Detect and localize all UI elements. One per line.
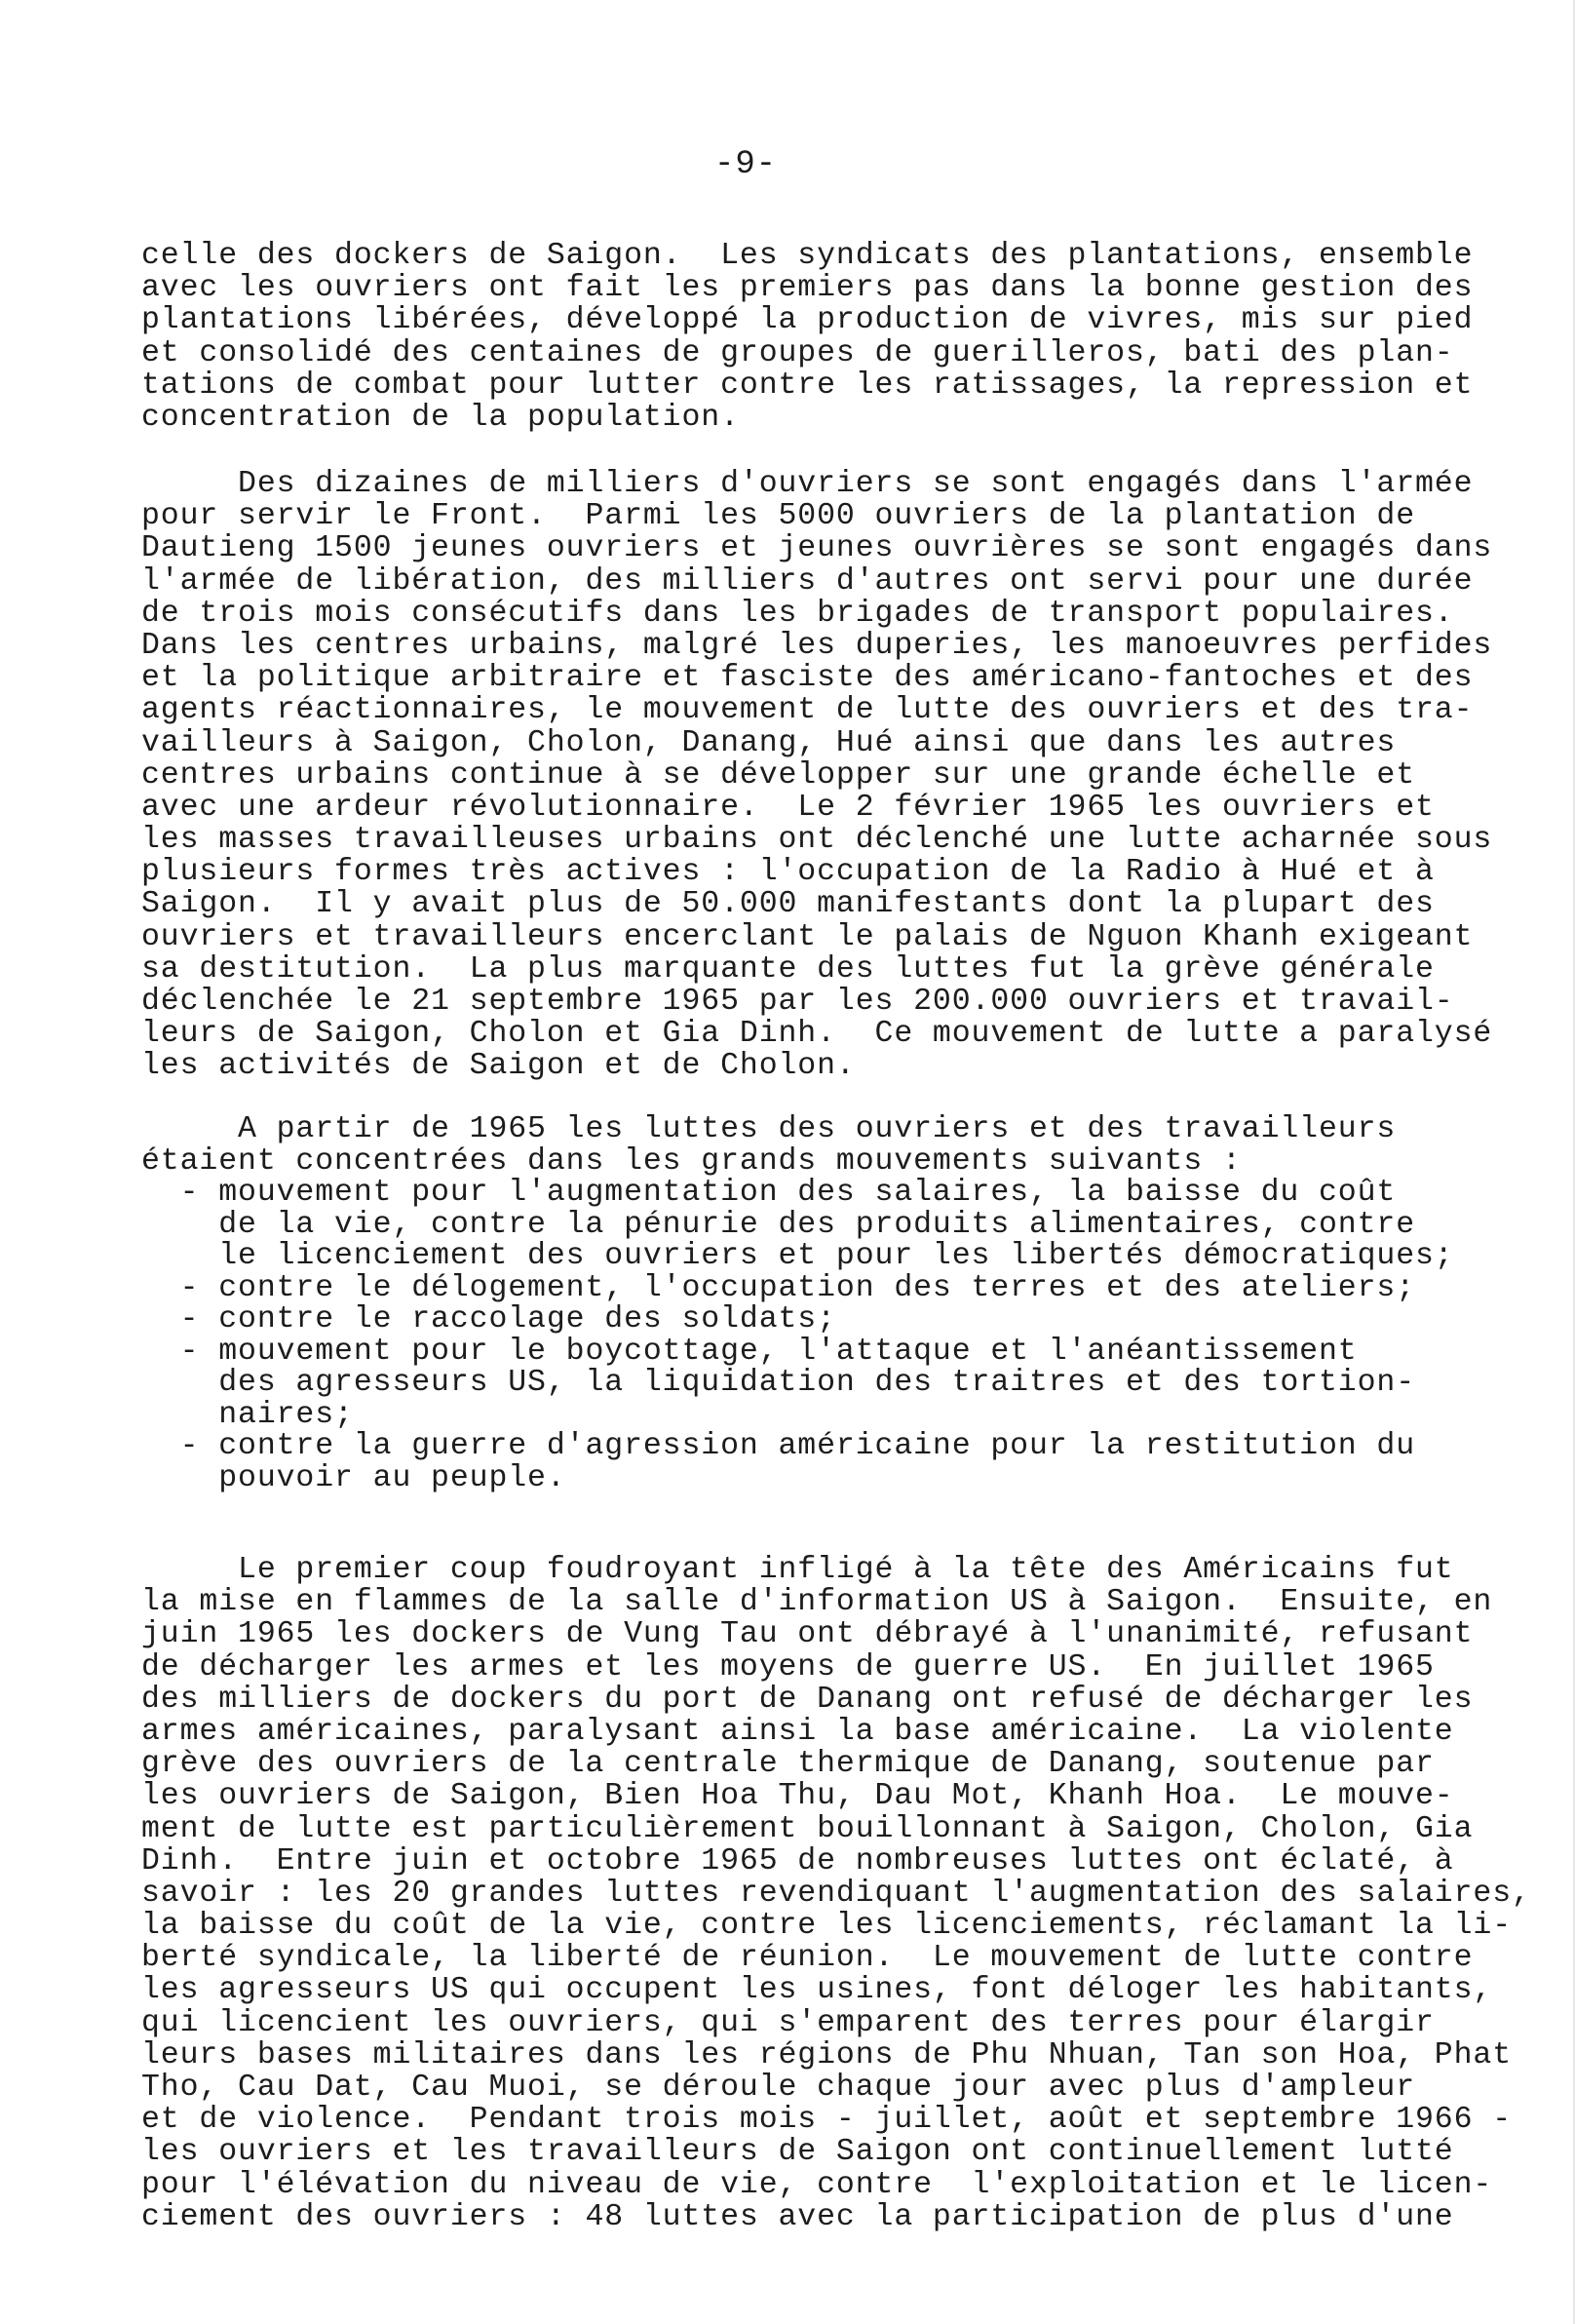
text-line: Tho, Cau Dat, Cau Muoi, se déroule chaque jour avec plus d'ampleur xyxy=(141,2071,1416,2105)
text-line: centres urbains continue à se développer sur une grande échelle et xyxy=(141,757,1416,793)
text-line: Des dizaines de milliers d'ouvriers se sont engagés dans l'armée xyxy=(141,467,1474,501)
text-line: concentration de la population. xyxy=(141,400,740,435)
text-line: pour servir le Front. Parmi les 5000 ouvriers de la plantation de xyxy=(141,499,1416,534)
text-line: l'armée de libération, des milliers d'autres ont servi pour une durée xyxy=(141,563,1474,599)
text-line: armes américaines, paralysant ainsi la base américaine. La violente xyxy=(141,1714,1454,1749)
text-line: Le premier coup foudroyant infligé à la tête des Américains fut xyxy=(141,1553,1454,1587)
text-line: et de violence. Pendant trois mois - juillet, août et septembre 1966 - xyxy=(141,2103,1513,2138)
text-line: ment de lutte est particulièrement bouillonnant à Saigon, Cholon, Gia xyxy=(141,1811,1474,1846)
text-line: tations de combat pour lutter contre les ratissages, la repression et xyxy=(141,368,1474,403)
text-line: savoir : les 20 grandes luttes revendiquant l'augmentation des salaires, xyxy=(141,1876,1531,1911)
text-line: les agresseurs US qui occupent les usines, font déloger les habitants, xyxy=(141,1973,1493,2008)
text-line: naires; xyxy=(141,1397,354,1432)
paragraph-3 xyxy=(141,1114,1506,1494)
text-line: des agresseurs US, la liquidation des traitres et des tortion- xyxy=(141,1366,1416,1400)
text-line: les activités de Saigon et de Cholon. xyxy=(141,1049,856,1084)
text-line: plusieurs formes très actives : l'occupation de la Radio à Hué et à xyxy=(141,855,1435,890)
text-line: agents réactionnaires, le mouvement de lutte des ouvriers et des tra- xyxy=(141,693,1474,728)
text-line: la mise en flammes de la salle d'information US à Saigon. Ensuite, en xyxy=(141,1585,1493,1620)
text-line: pour l'élévation du niveau de vie, contre l'exploitation et le licen- xyxy=(141,2167,1493,2202)
text-line: avec une ardeur révolutionnaire. Le 2 février 1965 les ouvriers et xyxy=(141,790,1435,825)
text-line: et consolidé des centaines de groupes de guerilleros, bati des plan- xyxy=(141,335,1454,370)
text-line: de la vie, contre la pénurie des produits alimentaires, contre xyxy=(141,1207,1416,1242)
text-line: Dans les centres urbains, malgré les duperies, les manoeuvres perfides xyxy=(141,628,1493,663)
text-line: berté syndicale, la liberté de réunion. Le mouvement de lutte contre xyxy=(141,1941,1474,1976)
list-item: - contre le délogement, l'occupation des terres et des ateliers; xyxy=(141,1270,1416,1305)
text-line: les ouvriers de Saigon, Bien Hoa Thu, Dau Mot, Khanh Hoa. Le mouve- xyxy=(141,1779,1454,1814)
text-line: le licenciement des ouvriers et pour les libertés démocratiques; xyxy=(141,1239,1454,1273)
text-line: Dautieng 1500 jeunes ouvriers et jeunes ouvrières se sont engagés dans xyxy=(141,531,1493,566)
text-line: leurs bases militaires dans les régions de Phu Nhuan, Tan son Hoa, Phat xyxy=(141,2037,1513,2072)
text-line: celle des dockers de Saigon. Les syndicats des plantations, ensemble xyxy=(141,239,1474,273)
text-line: étaient concentrées dans les grands mouvements suivants : xyxy=(141,1143,1242,1179)
text-line: qui licencient les ouvriers, qui s'emparent des terres pour élargir xyxy=(141,2005,1435,2040)
text-line: juin 1965 les dockers de Vung Tau ont débrayé à l'unanimité, refusant xyxy=(141,1617,1474,1652)
text-line: sa destitution. La plus marquante des luttes fut la grève générale xyxy=(141,951,1435,987)
paragraph-1 xyxy=(141,240,1506,434)
text-line: ouvriers et travailleurs encerclant le palais de Nguon Khanh exigeant xyxy=(141,919,1474,954)
text-line: les masses travailleuses urbains ont déclenché une lutte acharnée sous xyxy=(141,823,1493,858)
page-number: -9- xyxy=(714,146,777,183)
text-line: les ouvriers et les travailleurs de Saigon ont continuellement lutté xyxy=(141,2135,1454,2170)
text-line: Saigon. Il y avait plus de 50.000 manifestants dont la plupart des xyxy=(141,887,1435,922)
text-line: de trois mois consécutifs dans les brigades de transport populaires. xyxy=(141,596,1454,631)
text-line: A partir de 1965 les luttes des ouvriers et des travailleurs xyxy=(141,1112,1397,1146)
text-line: grève des ouvriers de la centrale thermique de Danang, soutenue par xyxy=(141,1747,1435,1782)
list-item: - contre la guerre d'agression américaine pour la restitution du xyxy=(141,1429,1416,1463)
text-line: Dinh. Entre juin et octobre 1965 de nombreuses luttes ont éclaté, à xyxy=(141,1843,1454,1879)
text-line: la baisse du coût de la vie, contre les licenciements, réclamant la li- xyxy=(141,1909,1513,1944)
list-item: - mouvement pour l'augmentation des salaires, la baisse du coût xyxy=(141,1176,1397,1210)
list-item: - mouvement pour le boycottage, l'attaque et l'anéantissement xyxy=(141,1334,1358,1369)
text-line: et la politique arbitraire et fasciste des américano-fantoches et des xyxy=(141,661,1474,696)
text-line: plantations libérées, développé la production de vivres, mis sur pied xyxy=(141,303,1474,338)
text-line: avec les ouvriers ont fait les premiers pas dans la bonne gestion des xyxy=(141,271,1474,306)
paragraph-4 xyxy=(141,1553,1531,2234)
text-line: des milliers de dockers du port de Danang ont refusé de décharger les xyxy=(141,1682,1474,1717)
list-item: - contre le raccolage des soldats; xyxy=(141,1302,836,1336)
text-line: pouvoir au peuple. xyxy=(141,1460,566,1495)
text-line: déclenchée le 21 septembre 1965 par les 200.000 ouvriers et travail- xyxy=(141,985,1454,1019)
text-line: vailleurs à Saigon, Cholon, Danang, Hué ainsi que dans les autres xyxy=(141,725,1397,760)
paragraph-2 xyxy=(141,468,1506,1083)
text-line: leurs de Saigon, Cholon et Gia Dinh. Ce mouvement de lutte a paralysé xyxy=(141,1017,1493,1052)
text-line: de décharger les armes et les moyens de guerre US. En juillet 1965 xyxy=(141,1649,1435,1685)
text-line: ciement des ouvriers : 48 luttes avec la participation de plus d'une xyxy=(141,2199,1454,2234)
